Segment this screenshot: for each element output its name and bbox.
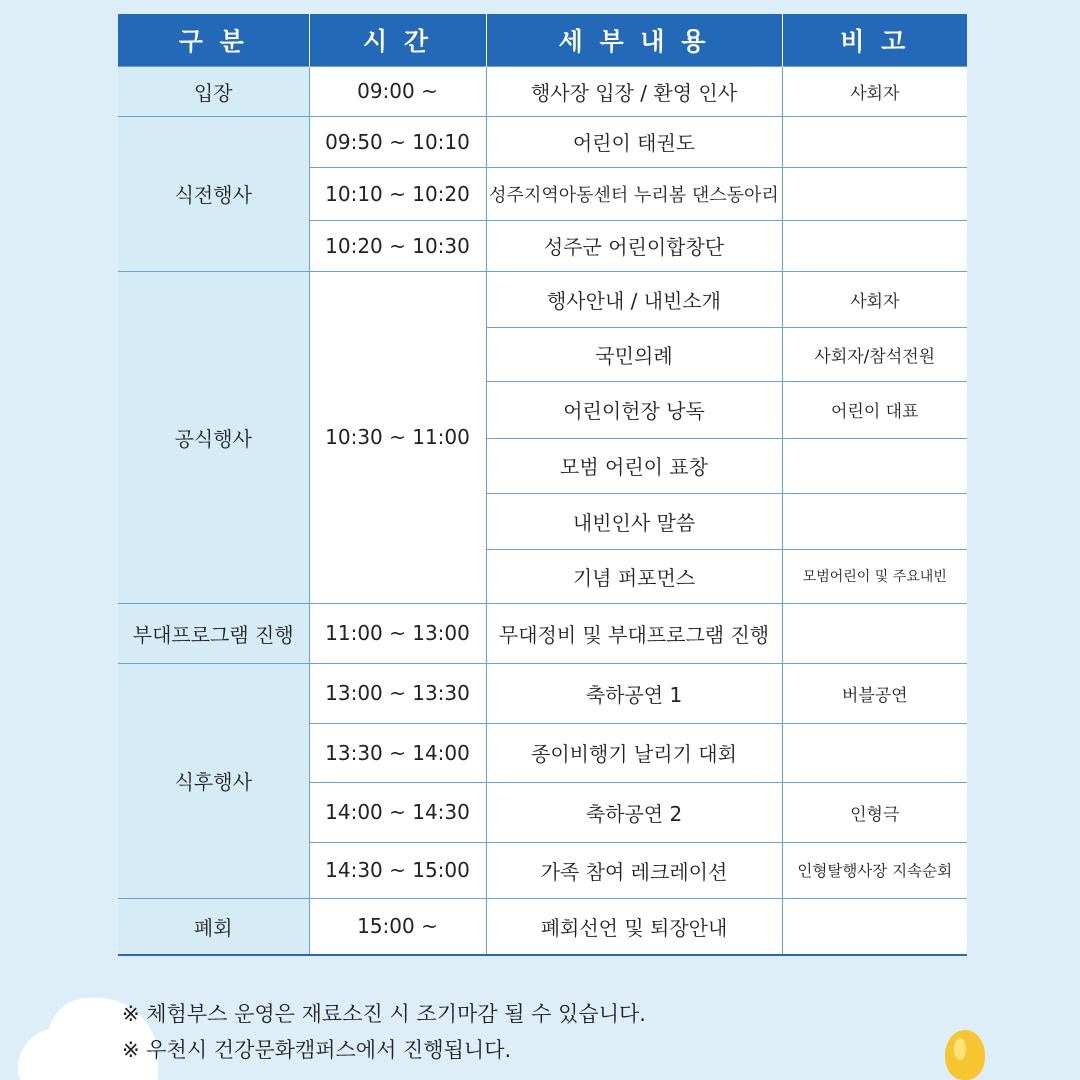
- note-cell: [782, 220, 967, 271]
- detail-cell: 모범 어린이 표창: [486, 438, 782, 493]
- note-cell: [782, 167, 967, 220]
- header-detail: 세 부 내 용: [486, 14, 782, 66]
- time-cell: 09:00 ~: [309, 66, 486, 116]
- time-cell: 14:30 ~ 15:00: [309, 842, 486, 898]
- balloon-decoration: [945, 1030, 985, 1080]
- time-cell: 13:00 ~ 13:30: [309, 663, 486, 723]
- note-cell: [782, 116, 967, 167]
- category-cell: 공식행사: [118, 271, 309, 603]
- note-cell: 버블공연: [782, 663, 967, 723]
- header-time: 시 간: [309, 14, 486, 66]
- table-row: [118, 603, 967, 663]
- category-cell: 식전행사: [118, 116, 309, 271]
- note-cell: 사회자: [782, 66, 967, 116]
- category-cell: 부대프로그램 진행: [118, 603, 309, 663]
- detail-cell: 성주군 어린이합창단: [486, 220, 782, 271]
- header-category: 구 분: [118, 14, 309, 66]
- table-row: [118, 271, 967, 327]
- detail-cell: 어린이 태권도: [486, 116, 782, 167]
- time-cell: 11:00 ~ 13:00: [309, 603, 486, 663]
- note-cell: 사회자/참석전원: [782, 327, 967, 381]
- category-cell: 폐회: [118, 898, 309, 955]
- footnotes: [122, 996, 646, 1068]
- footnote-2: ※ 우천시 건강문화캠퍼스에서 진행됩니다.: [122, 1038, 512, 1062]
- note-cell: 모범어린이 및 주요내빈: [782, 549, 967, 603]
- category-cell: 입장: [118, 66, 309, 116]
- time-cell: 14:00 ~ 14:30: [309, 782, 486, 842]
- detail-cell: 행사안내 / 내빈소개: [486, 271, 782, 327]
- note-cell: [782, 438, 967, 493]
- category-cell: 식후행사: [118, 663, 309, 898]
- note-cell: 어린이 대표: [782, 381, 967, 438]
- footnote-1: ※ 체험부스 운영은 재료소진 시 조기마감 될 수 있습니다.: [122, 1002, 646, 1026]
- note-cell: [782, 898, 967, 955]
- time-cell: 13:30 ~ 14:00: [309, 723, 486, 782]
- detail-cell: 무대정비 및 부대프로그램 진행: [486, 603, 782, 663]
- time-cell: 10:20 ~ 10:30: [309, 220, 486, 271]
- time-cell: 10:30 ~ 11:00: [309, 271, 486, 603]
- note-cell: [782, 493, 967, 549]
- time-cell: 10:10 ~ 10:20: [309, 167, 486, 220]
- time-cell: 15:00 ~: [309, 898, 486, 955]
- detail-cell: 기념 퍼포먼스: [486, 549, 782, 603]
- detail-cell: 내빈인사 말씀: [486, 493, 782, 549]
- detail-cell: 폐회선언 및 퇴장안내: [486, 898, 782, 955]
- table-row: [118, 66, 967, 116]
- schedule-table-wrapper: [118, 14, 967, 956]
- note-cell: 사회자: [782, 271, 967, 327]
- detail-cell: 어린이헌장 낭독: [486, 381, 782, 438]
- schedule-table: [118, 14, 967, 956]
- table-header-row: [118, 14, 967, 66]
- detail-cell: 축하공연 2: [486, 782, 782, 842]
- detail-cell: 성주지역아동센터 누리봄 댄스동아리: [486, 167, 782, 220]
- note-cell: [782, 723, 967, 782]
- detail-cell: 가족 참여 레크레이션: [486, 842, 782, 898]
- time-cell: 09:50 ~ 10:10: [309, 116, 486, 167]
- note-cell: 인형극: [782, 782, 967, 842]
- note-cell: [782, 603, 967, 663]
- table-row: [118, 116, 967, 167]
- table-row: [118, 898, 967, 955]
- header-note: 비 고: [782, 14, 967, 66]
- detail-cell: 종이비행기 날리기 대회: [486, 723, 782, 782]
- table-row: [118, 663, 967, 723]
- note-cell: 인형탈행사장 지속순회: [782, 842, 967, 898]
- detail-cell: 축하공연 1: [486, 663, 782, 723]
- detail-cell: 행사장 입장 / 환영 인사: [486, 66, 782, 116]
- detail-cell: 국민의례: [486, 327, 782, 381]
